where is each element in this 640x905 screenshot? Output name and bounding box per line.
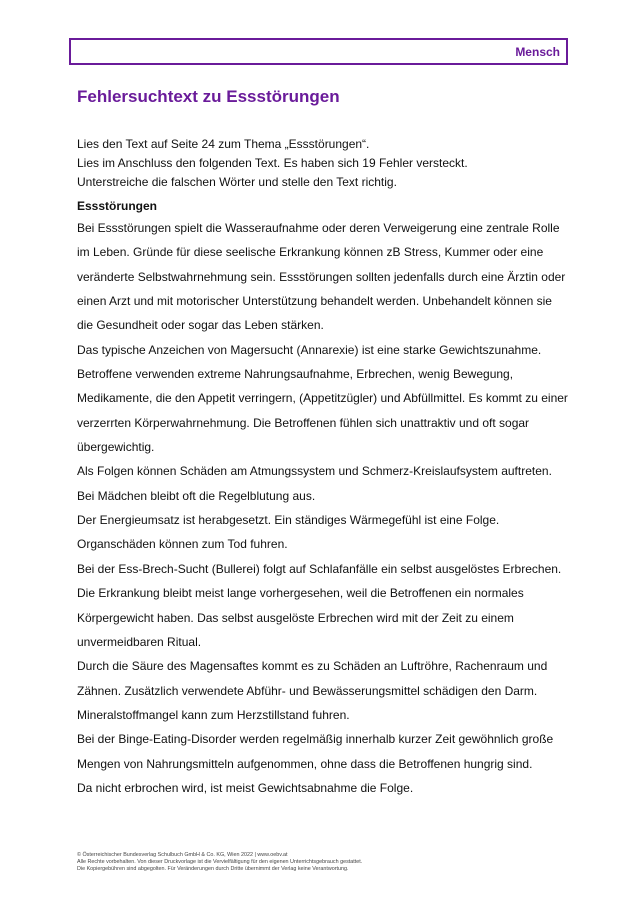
body-text bbox=[77, 216, 567, 800]
body-line: übergewichtig. bbox=[77, 440, 155, 455]
body-line: einen Arzt und mit motorischer Unterstützung behandelt werden. Unbehandelt können sie bbox=[77, 294, 552, 309]
body-line: die Gesundheit oder sogar das Leben stärken. bbox=[77, 318, 324, 333]
footer-line: Die Kopiergebühren sind abgegolten. Für Veränderungen durch Dritte übernimmt der Verlag keine Verantwortung. bbox=[77, 866, 349, 872]
body-line: Die Erkrankung bleibt meist lange vorhergesehen, weil die Betroffenen ein normales bbox=[77, 586, 524, 601]
body-line: Betroffene verwenden extreme Nahrungsaufnahme, Erbrechen, wenig Bewegung, bbox=[77, 367, 514, 382]
body-line: Bei der Binge-Eating-Disorder werden regelmäßig innerhalb kurzer Zeit gewöhnlich große bbox=[77, 732, 554, 747]
body-line: Bei der Ess-Brech-Sucht (Bullerei) folgt auf Schlafanfälle ein selbst ausgelöstes Erbrechen. bbox=[77, 561, 562, 576]
body-line: veränderte Selbstwahrnehmung sein. Essstörungen sollten jedenfalls durch eine Ärztin oder bbox=[77, 269, 566, 284]
body-line: unvermeidbaren Ritual. bbox=[77, 634, 202, 649]
body-line: verzerrten Körperwahrnehmung. Die Betroffenen fühlen sich unattraktiv und oft sogar bbox=[77, 415, 530, 430]
footer-line: Alle Rechte vorbehalten. Von dieser Druckvorlage ist die Vervielfältigung für den eigenen Unterrichtsgebrauch gestattet. bbox=[77, 859, 363, 865]
body-line: Als Folgen können Schäden am Atmungssystem und Schmerz-Kreislaufsystem auftreten. bbox=[77, 464, 552, 479]
body-line: im Leben. Gründe für diese seelische Erkrankung können zB Stress, Kummer oder eine bbox=[77, 245, 544, 260]
body-line: Organschäden können zum Tod fuhren. bbox=[77, 537, 288, 552]
body-line: Mengen von Nahrungsmitteln aufgenommen, ohne dass die Betroffenen hungrig sind. bbox=[77, 756, 533, 771]
body-line: Bei Essstörungen spielt die Wasseraufnahme oder deren Verweigerung eine zentrale Rolle bbox=[77, 221, 560, 235]
instructions bbox=[77, 135, 567, 192]
instruction-line: Unterstreiche die falschen Wörter und stelle den Text richtig. bbox=[77, 175, 397, 189]
page-title: Fehlersuchtext zu Essstörungen bbox=[77, 87, 340, 106]
body-line: Da nicht erbrochen wird, ist meist Gewichtsabnahme die Folge. bbox=[77, 780, 414, 795]
body-line: Bei Mädchen bleibt oft die Regelblutung aus. bbox=[77, 488, 316, 503]
header-box bbox=[69, 38, 568, 65]
body-line: Zähnen. Zusätzlich verwendete Abführ- und Bewässerungsmittel schädigen den Darm. bbox=[77, 683, 538, 698]
body-line: Mineralstoffmangel kann zum Herzstillstand fuhren. bbox=[77, 707, 350, 722]
body-line: Der Energieumsatz ist herabgesetzt. Ein ständiges Wärmegefühl ist eine Folge. bbox=[77, 513, 500, 528]
footer bbox=[77, 852, 577, 873]
body-line: Medikamente, die den Appetit verringern, (Appetitzügler) und Abfüllmittel. Es kommt zu einer bbox=[77, 391, 568, 406]
body-line: Das typische Anzeichen von Magersucht (Annarexie) ist eine starke Gewichtszunahme. bbox=[77, 342, 542, 357]
body-line: Körpergewicht haben. Das selbst ausgelöste Erbrechen wird mit der Zeit zu einem bbox=[77, 610, 514, 625]
footer-line: © Österreichischer Bundesverlag Schulbuch GmbH & Co. KG, Wien 2022 | www.oebv.at bbox=[77, 852, 288, 858]
instruction-line: Lies im Anschluss den folgenden Text. Es haben sich 19 Fehler versteckt. bbox=[77, 156, 468, 170]
section-heading: Essstörungen bbox=[77, 199, 158, 213]
subject-label: Mensch bbox=[515, 45, 560, 59]
body-line: Durch die Säure des Magensaftes kommt es zu Schäden an Luftröhre, Rachenraum und bbox=[77, 659, 548, 674]
instruction-line: Lies den Text auf Seite 24 zum Thema „Essstörungen“. bbox=[77, 137, 370, 151]
